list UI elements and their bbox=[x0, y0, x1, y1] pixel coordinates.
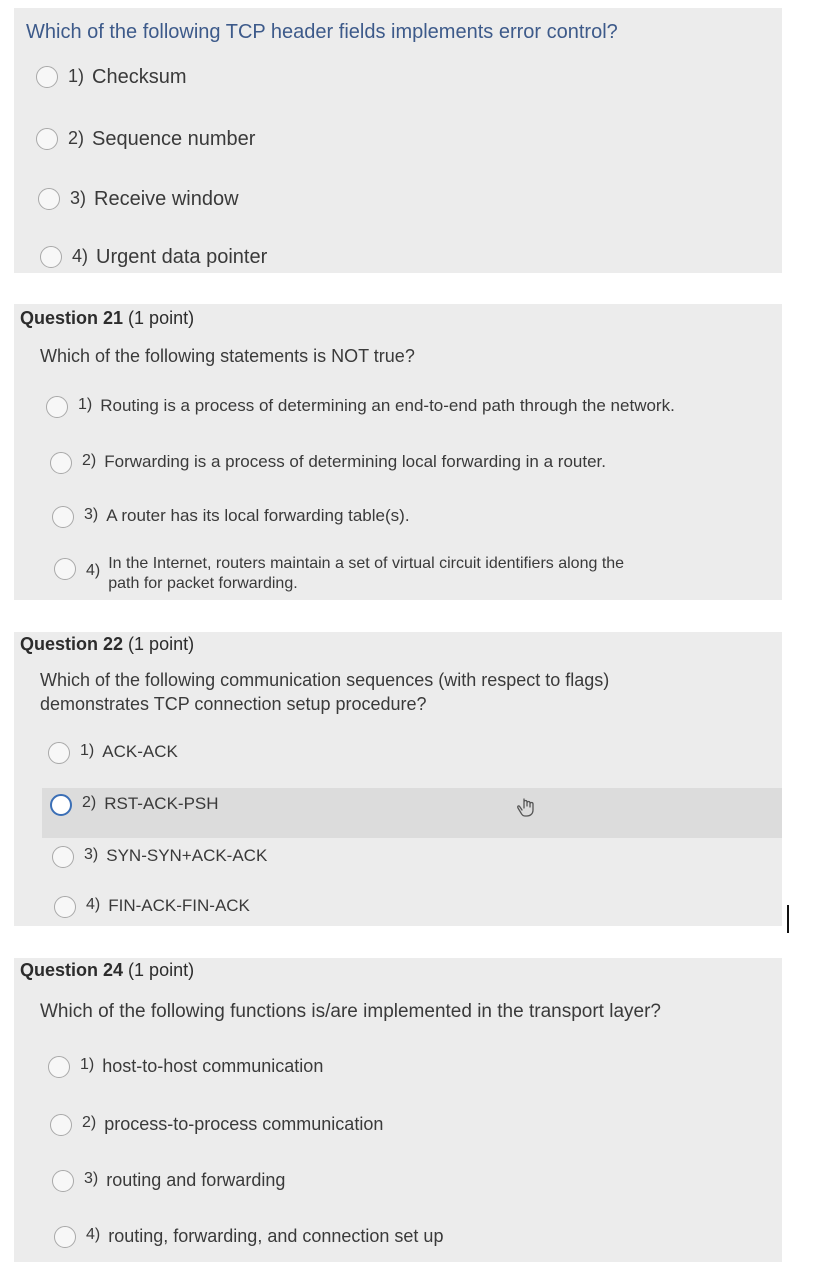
option-number: 2) bbox=[82, 794, 97, 811]
radio-button[interactable] bbox=[52, 1170, 74, 1192]
question-card-21 bbox=[14, 304, 782, 600]
option-1[interactable] bbox=[48, 742, 178, 764]
option-number: 1) bbox=[78, 396, 93, 413]
option-label: Routing is a process of determining an end-to-end path through the network. bbox=[100, 396, 675, 415]
option-4[interactable] bbox=[54, 1226, 443, 1248]
option-number: 3) bbox=[70, 188, 87, 208]
option-2[interactable] bbox=[50, 1114, 383, 1136]
question-card-24 bbox=[14, 958, 782, 1262]
radio-button[interactable] bbox=[52, 506, 74, 528]
option-number: 1) bbox=[80, 1056, 95, 1073]
question-text-line2: demonstrates TCP connection setup procedure? bbox=[40, 694, 427, 714]
question-number: Question 21 bbox=[20, 308, 124, 328]
question-number: Question 24 bbox=[20, 960, 124, 980]
radio-button[interactable] bbox=[52, 846, 74, 868]
option-number: 3) bbox=[84, 1170, 99, 1187]
option-2[interactable] bbox=[36, 128, 255, 151]
option-2[interactable] bbox=[50, 452, 606, 474]
radio-button[interactable] bbox=[36, 66, 58, 88]
option-label: Receive window bbox=[94, 188, 239, 210]
option-label: host-to-host communication bbox=[102, 1056, 324, 1076]
option-number: 4) bbox=[86, 896, 101, 913]
text-cursor bbox=[787, 905, 789, 933]
option-label-line2: path for packet forwarding. bbox=[108, 575, 298, 592]
option-label: A router has its local forwarding table(s). bbox=[106, 506, 410, 525]
option-1[interactable] bbox=[46, 396, 675, 418]
radio-button[interactable] bbox=[38, 188, 60, 210]
option-number: 4) bbox=[86, 1226, 101, 1243]
radio-button[interactable] bbox=[50, 452, 72, 474]
question-card-22 bbox=[14, 632, 782, 926]
radio-button[interactable] bbox=[54, 558, 76, 580]
radio-button[interactable] bbox=[48, 742, 70, 764]
question-title bbox=[20, 960, 194, 981]
question-title bbox=[20, 308, 194, 329]
option-1[interactable] bbox=[48, 1056, 323, 1078]
option-number: 2) bbox=[82, 1114, 97, 1131]
option-label: process-to-process communication bbox=[104, 1114, 384, 1134]
question-text: Which of the following functions is/are implemented in the transport layer? bbox=[40, 1001, 661, 1022]
option-2[interactable] bbox=[50, 794, 219, 816]
option-1[interactable] bbox=[36, 66, 187, 89]
question-points: (1 point) bbox=[128, 634, 195, 654]
radio-button[interactable] bbox=[50, 1114, 72, 1136]
option-label: ACK-ACK bbox=[102, 742, 178, 761]
option-label: FIN-ACK-FIN-ACK bbox=[108, 896, 250, 915]
question-text-line1: Which of the following communication sequences (with respect to flags) bbox=[40, 670, 610, 690]
question-text: Which of the following statements is NOT true? bbox=[40, 346, 415, 366]
option-number: 1) bbox=[68, 66, 85, 86]
option-number: 2) bbox=[82, 452, 97, 469]
question-title bbox=[20, 634, 194, 655]
question-number: Question 22 bbox=[20, 634, 124, 654]
option-label: SYN-SYN+ACK-ACK bbox=[106, 846, 268, 865]
option-number: 1) bbox=[80, 742, 95, 759]
option-3[interactable] bbox=[52, 846, 267, 868]
option-number: 2) bbox=[68, 128, 85, 148]
question-text: Which of the following TCP header fields implements error control? bbox=[26, 21, 618, 43]
option-label: routing and forwarding bbox=[106, 1170, 286, 1190]
option-label: Urgent data pointer bbox=[96, 246, 268, 268]
radio-button[interactable] bbox=[40, 246, 62, 268]
radio-button[interactable] bbox=[48, 1056, 70, 1078]
option-label bbox=[108, 554, 624, 594]
question-points: (1 point) bbox=[128, 960, 195, 980]
radio-button[interactable] bbox=[50, 794, 72, 816]
option-3[interactable] bbox=[38, 188, 239, 211]
option-4[interactable] bbox=[54, 896, 250, 918]
question-text bbox=[40, 668, 609, 716]
radio-button[interactable] bbox=[54, 896, 76, 918]
radio-button[interactable] bbox=[46, 396, 68, 418]
option-number: 4) bbox=[86, 562, 101, 579]
option-label-line1: In the Internet, routers maintain a set of virtual circuit identifiers along the bbox=[108, 555, 625, 572]
question-points: (1 point) bbox=[128, 308, 195, 328]
hand-pointer-icon bbox=[516, 796, 538, 823]
option-label: Checksum bbox=[92, 66, 187, 88]
radio-button[interactable] bbox=[36, 128, 58, 150]
option-label: routing, forwarding, and connection set up bbox=[108, 1226, 444, 1246]
option-4[interactable] bbox=[40, 246, 267, 269]
question-card-prev bbox=[14, 8, 782, 273]
option-label: Forwarding is a process of determining local forwarding in a router. bbox=[104, 452, 606, 471]
option-number: 4) bbox=[72, 246, 89, 266]
option-3[interactable] bbox=[52, 506, 410, 528]
option-number: 3) bbox=[84, 506, 99, 523]
option-3[interactable] bbox=[52, 1170, 285, 1192]
option-4[interactable] bbox=[54, 554, 624, 594]
option-number: 3) bbox=[84, 846, 99, 863]
radio-button[interactable] bbox=[54, 1226, 76, 1248]
option-label: Sequence number bbox=[92, 128, 256, 150]
option-label: RST-ACK-PSH bbox=[104, 794, 219, 813]
